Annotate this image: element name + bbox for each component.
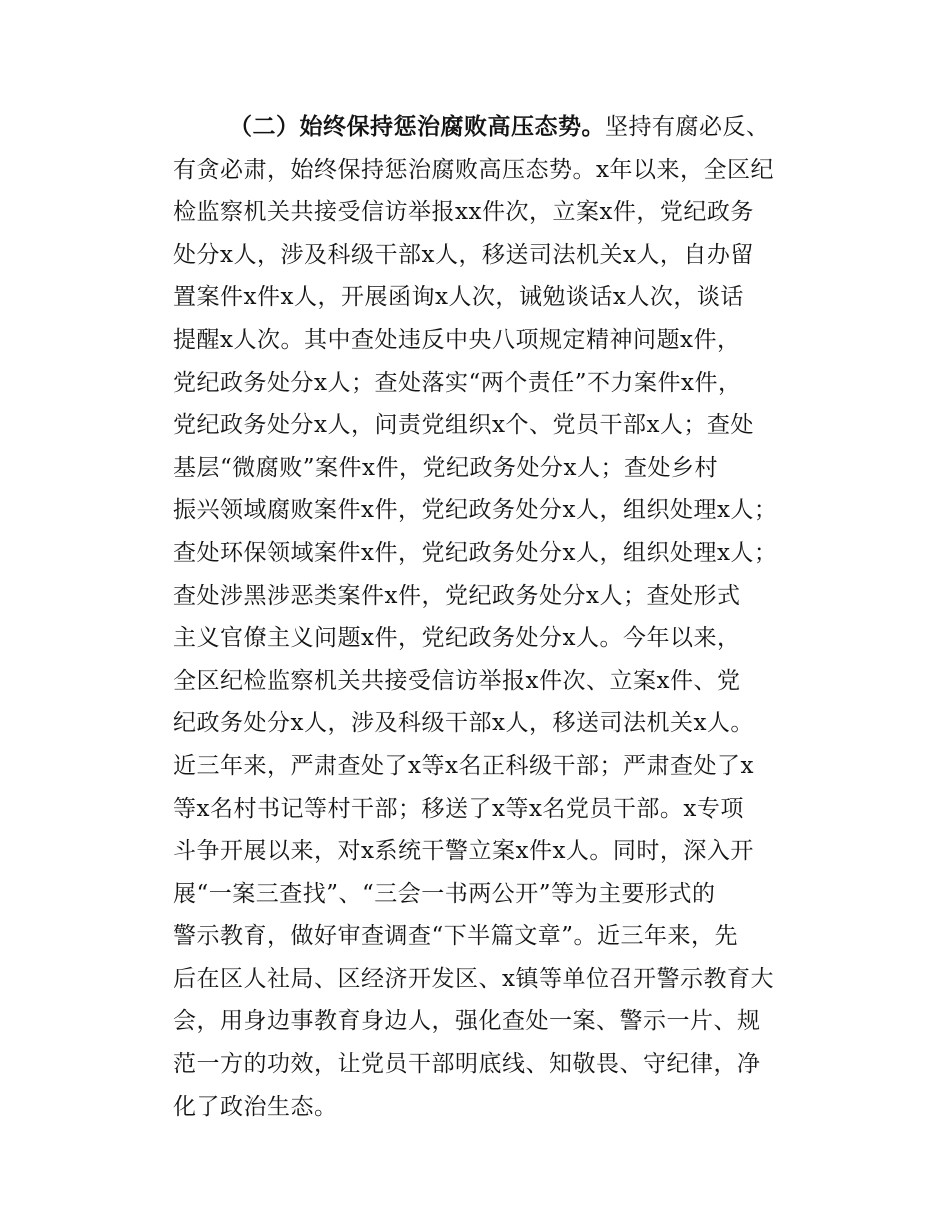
paragraph-line: 全区纪检监察机关共接受信访举报x件次、立案x件、党: [173, 667, 741, 694]
paragraph-line: 处分x人，涉及科级干部x人，移送司法机关x人，自办留: [173, 241, 754, 268]
paragraph-line: 纪政务处分x人，涉及科级干部x人，移送司法机关x人。: [173, 710, 754, 737]
paragraph-line: 化了政治生态。: [173, 1093, 338, 1120]
paragraph-line: 提醒x人次。其中查处违反中央八项规定精神问题x件，: [173, 326, 741, 353]
paragraph-line: 党纪政务处分x人，问责党组织x个、党员干部x人；查处: [173, 412, 754, 439]
section-heading: （二）始终保持惩治腐败高压态势。: [229, 114, 605, 140]
paragraph-line: 查处环保领域案件x件，党纪政务处分x人，组织处理x人；: [173, 539, 778, 566]
paragraph-line: 基层“微腐败”案件x件，党纪政务处分x人；查处乡村: [173, 454, 718, 481]
paragraph-line: 展“一案三查找”、“三会一书两公开”等为主要形式的: [173, 880, 716, 907]
paragraph-line: 斗争开展以来，对x系统干警立案x件x人。同时，深入开: [173, 838, 754, 865]
paragraph-line: 党纪政务处分x人；查处落实“两个责任”不力案件x件，: [173, 369, 742, 396]
paragraph: [173, 106, 833, 1128]
paragraph-line: [173, 106, 833, 149]
paragraph-line: 后在区人社局、区经济开发区、x镇等单位召开警示教育大: [173, 965, 774, 992]
paragraph-line: 置案件x件x人，开展函询x人次，诫勉谈话x人次，谈话: [173, 284, 744, 311]
paragraph-line: 范一方的功效，让党员干部明底线、知敬畏、守纪律，净: [173, 1051, 761, 1078]
paragraph-line: 会，用身边事教育身边人，强化查处一案、警示一片、规: [173, 1008, 761, 1035]
line-text: 坚持有腐必反、: [605, 114, 770, 140]
paragraph-line: 警示教育，做好审查调查“下半篇文章”。近三年来，先: [173, 923, 739, 950]
paragraph-line: 检监察机关共接受信访举报xx件次，立案x件，党纪政务: [173, 199, 754, 226]
paragraph-line: 等x名村书记等村干部；移送了x等x名党员干部。x专项: [173, 795, 744, 822]
paragraph-line: 振兴领域腐败案件x件，党纪政务处分x人，组织处理x人；: [173, 497, 778, 524]
paragraph-line: 有贪必肃，始终保持惩治腐败高压态势。x年以来，全区纪: [173, 156, 774, 183]
paragraph-line: 查处涉黑涉恶类案件x件，党纪政务处分x人；查处形式: [173, 582, 741, 609]
paragraph-line: 主义官僚主义问题x件，党纪政务处分x人。今年以来，: [173, 625, 741, 652]
paragraph-line: 近三年来，严肃查处了x等x名正科级干部；严肃查处了x: [173, 752, 754, 779]
